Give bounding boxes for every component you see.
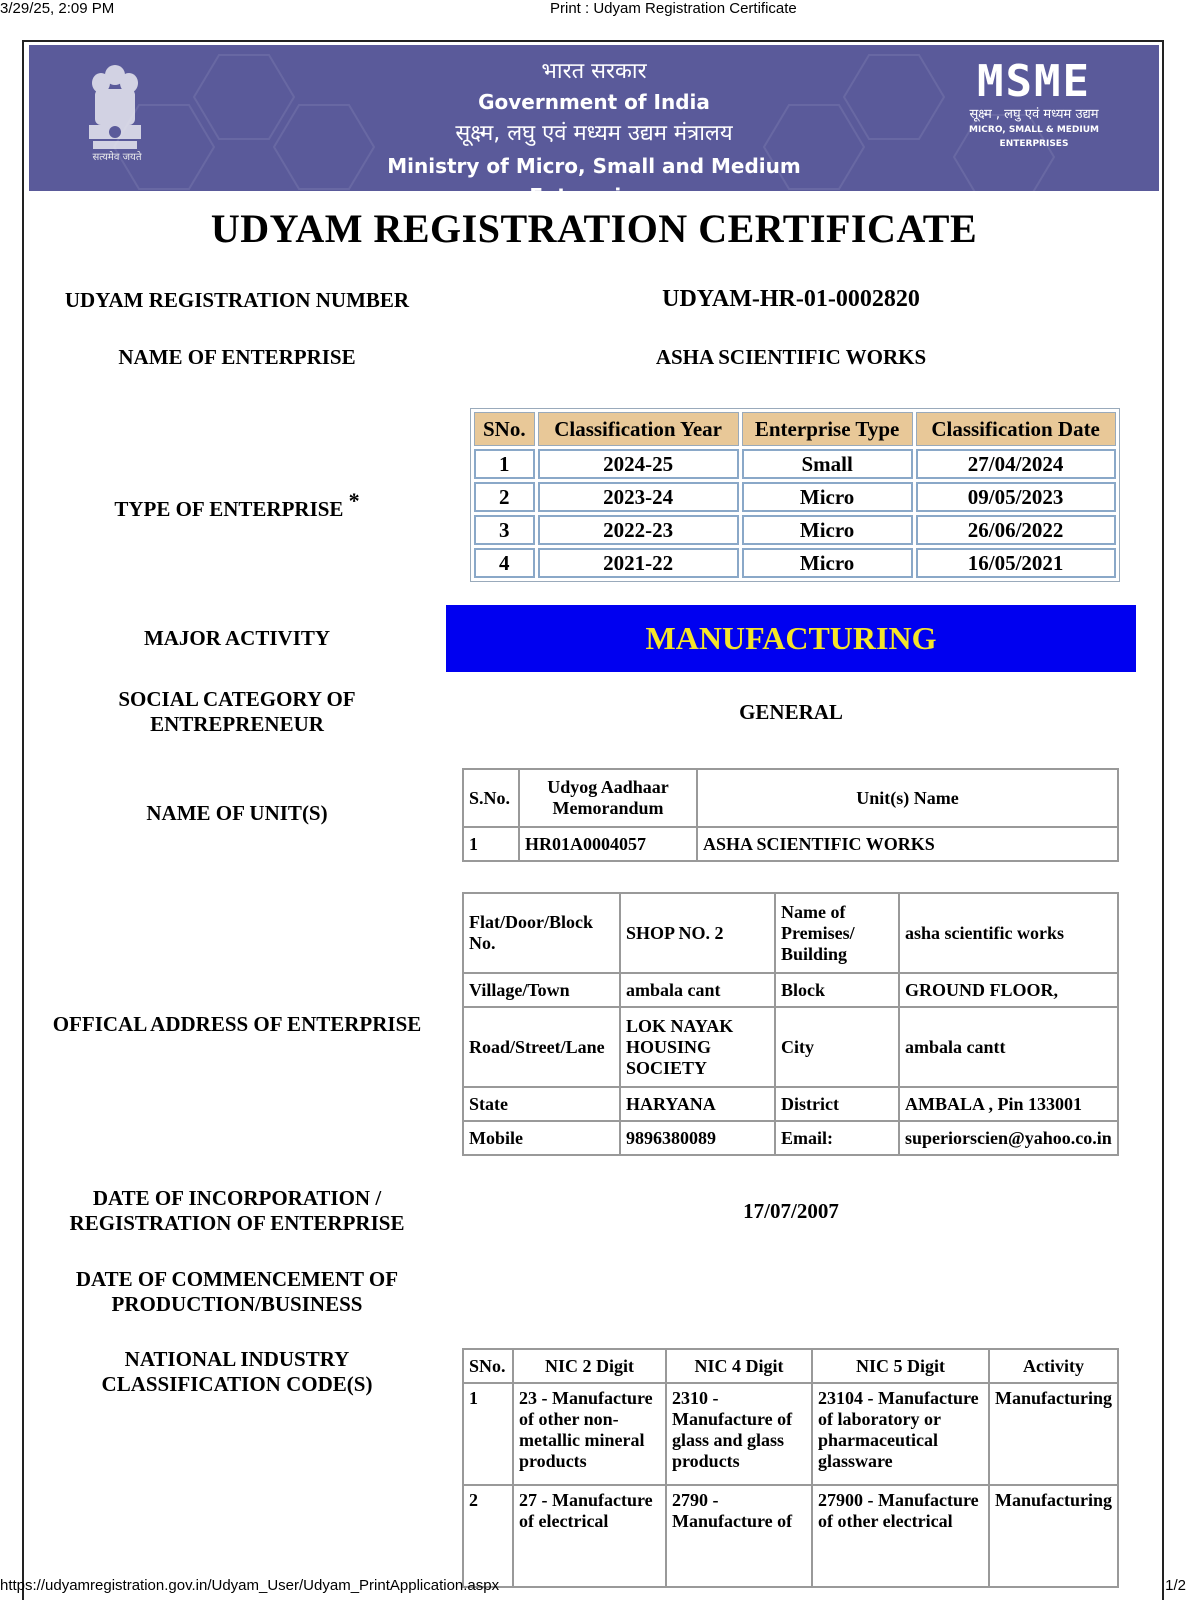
district-label: District <box>775 1087 899 1121</box>
certificate-title: UDYAM REGISTRATION CERTIFICATE <box>210 206 978 251</box>
social-category-label-line2: ENTREPRENEUR <box>150 712 324 736</box>
cell: Manufacturing <box>989 1383 1118 1485</box>
address-table <box>462 892 1119 1156</box>
cell: 27900 - Manufacture of other electrical <box>812 1485 989 1587</box>
cell: 27 - Manufacture of electrical <box>513 1485 666 1587</box>
cell: 2023-24 <box>538 482 739 512</box>
premises-value: asha scientific works <box>899 893 1118 973</box>
road-label: Road/Street/Lane <box>463 1007 620 1087</box>
road-value: LOK NAYAK HOUSING SOCIETY <box>620 1007 775 1087</box>
district-value: AMBALA , Pin 133001 <box>899 1087 1118 1121</box>
incorporation-date: 17/07/2007 <box>743 1199 839 1223</box>
cell: Micro <box>742 548 913 578</box>
cell: Micro <box>742 515 913 545</box>
cell: 16/05/2021 <box>916 548 1116 578</box>
commencement-label-line2: PRODUCTION/BUSINESS <box>111 1292 363 1316</box>
col-header: Activity <box>989 1349 1118 1383</box>
table-header-row <box>463 769 1118 827</box>
nic-label-line2: CLASSIFICATION CODE(S) <box>101 1372 373 1396</box>
col-header: Enterprise Type <box>742 412 913 446</box>
enterprise-type-label <box>37 488 437 522</box>
table-row <box>474 482 1116 512</box>
table-row <box>463 973 1118 1007</box>
block-label: Block <box>775 973 899 1007</box>
cell: HR01A0004057 <box>519 827 697 861</box>
col-header: NIC 2 Digit <box>513 1349 666 1383</box>
table-row <box>463 893 1118 973</box>
col-header: Classification Date <box>916 412 1116 446</box>
enterprise-name: ASHA SCIENTIFIC WORKS <box>655 345 927 369</box>
table-row <box>463 1485 1118 1587</box>
banner-text <box>329 57 859 211</box>
table-row <box>463 1121 1118 1155</box>
table-row <box>474 515 1116 545</box>
cell: 1 <box>463 827 519 861</box>
cell: 2 <box>463 1485 513 1587</box>
cell: 2310 - Manufacture of glass and glass products <box>666 1383 812 1485</box>
incorporation-label-line1: DATE OF INCORPORATION / <box>92 1186 382 1210</box>
city-value: ambala cantt <box>899 1007 1118 1087</box>
commencement-label-line1: DATE OF COMMENCEMENT OF <box>75 1267 399 1291</box>
hindi-government: भारत सरकार <box>541 59 647 84</box>
email-label: Email: <box>775 1121 899 1155</box>
cell: 3 <box>474 515 535 545</box>
mobile-value: 9896380089 <box>620 1121 775 1155</box>
premises-label: Name of Premises/ Building <box>775 893 899 973</box>
major-activity: MANUFACTURING <box>446 605 1136 672</box>
col-header: NIC 4 Digit <box>666 1349 812 1383</box>
village-value: ambala cant <box>620 973 775 1007</box>
asterisk: * <box>348 488 360 513</box>
commencement-label <box>37 1267 437 1317</box>
table-row <box>463 1087 1118 1121</box>
table-row <box>474 449 1116 479</box>
cell: 2024-25 <box>538 449 739 479</box>
col-header: SNo. <box>474 412 535 446</box>
table-row <box>474 548 1116 578</box>
city-label: City <box>775 1007 899 1087</box>
print-header <box>0 0 1186 20</box>
page-number: 1/2 <box>1165 1577 1186 1594</box>
enterprise-name-label: NAME OF ENTERPRISE <box>118 345 356 369</box>
msme-logo-text: MSME <box>977 56 1091 107</box>
social-category: GENERAL <box>739 700 843 724</box>
table-row <box>463 1007 1118 1087</box>
reg-number-label: UDYAM REGISTRATION NUMBER <box>64 288 410 312</box>
nic-table <box>462 1348 1119 1588</box>
table-row <box>463 1383 1118 1485</box>
ministry-name: Ministry of Micro, Small and Medium Enterprises <box>387 154 801 208</box>
state-label: State <box>463 1087 620 1121</box>
flat-label: Flat/Door/Block No. <box>463 893 620 973</box>
reg-number: UDYAM-HR-01-0002820 <box>662 286 920 312</box>
msme-english: MICRO, SMALL & MEDIUM ENTERPRISES <box>968 125 1100 149</box>
msme-hindi: सूक्ष्म , लघु एवं मध्यम उद्यम <box>969 107 1099 122</box>
village-label: Village/Town <box>463 973 620 1007</box>
cell: 1 <box>463 1383 513 1485</box>
incorporation-label <box>37 1186 437 1236</box>
cell: 2 <box>474 482 535 512</box>
cell: 2021-22 <box>538 548 739 578</box>
cell: Manufacturing <box>989 1485 1118 1587</box>
col-header: Classification Year <box>538 412 739 446</box>
cell: 2022-23 <box>538 515 739 545</box>
state-value: HARYANA <box>620 1087 775 1121</box>
cell: Small <box>742 449 913 479</box>
cell: 09/05/2023 <box>916 482 1116 512</box>
col-header: S.No. <box>463 769 519 827</box>
cell: 4 <box>474 548 535 578</box>
cell: 27/04/2024 <box>916 449 1116 479</box>
print-timestamp: 3/29/25, 2:09 PM <box>0 0 115 17</box>
government-of-india: Government of India <box>478 90 710 114</box>
msme-logo <box>939 56 1129 149</box>
nic-table-clip <box>0 1346 1186 1540</box>
emblem-motto: सत्यमेव जयते <box>92 152 142 163</box>
hindi-ministry: सूक्ष्म, लघु एवं मध्यम उद्यम मंत्रालय <box>455 121 733 146</box>
major-activity-label: MAJOR ACTIVITY <box>143 626 331 650</box>
classification-table <box>470 408 1120 582</box>
table-row <box>463 827 1118 861</box>
ministry-banner <box>29 45 1159 208</box>
print-url: https://udyamregistration.gov.in/Udyam_User/Udyam_PrintApplication.aspx <box>0 1577 500 1594</box>
col-header: Unit(s) Name <box>697 769 1118 827</box>
units-label: NAME OF UNIT(S) <box>146 801 328 825</box>
address-label: OFFICAL ADDRESS OF ENTERPRISE <box>52 1012 422 1036</box>
mobile-label: Mobile <box>463 1121 620 1155</box>
col-header: Udyog Aadhaar Memorandum <box>519 769 697 827</box>
flat-value: SHOP NO. 2 <box>620 893 775 973</box>
block-value: GROUND FLOOR, <box>899 973 1118 1007</box>
units-table <box>462 768 1119 862</box>
table-header-row <box>463 1349 1118 1383</box>
cell: 26/06/2022 <box>916 515 1116 545</box>
social-category-label <box>37 687 437 737</box>
cell: 2790 - Manufacture of <box>666 1485 812 1587</box>
print-footer <box>0 1577 1186 1599</box>
cell: 23104 - Manufacture of laboratory or pharmaceutical glassware <box>812 1383 989 1485</box>
social-category-label-line1: SOCIAL CATEGORY OF <box>118 687 356 711</box>
cell: Micro <box>742 482 913 512</box>
cell: 23 - Manufacture of other non-metallic mineral products <box>513 1383 666 1485</box>
print-title: Print : Udyam Registration Certificate <box>550 0 797 17</box>
nic-label-line1: NATIONAL INDUSTRY <box>124 1347 350 1371</box>
email-value: superiorscien@yahoo.co.in <box>899 1121 1118 1155</box>
incorporation-label-line2: REGISTRATION OF ENTERPRISE <box>69 1211 405 1235</box>
cell: ASHA SCIENTIFIC WORKS <box>697 827 1118 861</box>
col-header: SNo. <box>463 1349 513 1383</box>
col-header: NIC 5 Digit <box>812 1349 989 1383</box>
cell: 1 <box>474 449 535 479</box>
enterprise-type-label-text: TYPE OF ENTERPRISE <box>114 497 344 521</box>
